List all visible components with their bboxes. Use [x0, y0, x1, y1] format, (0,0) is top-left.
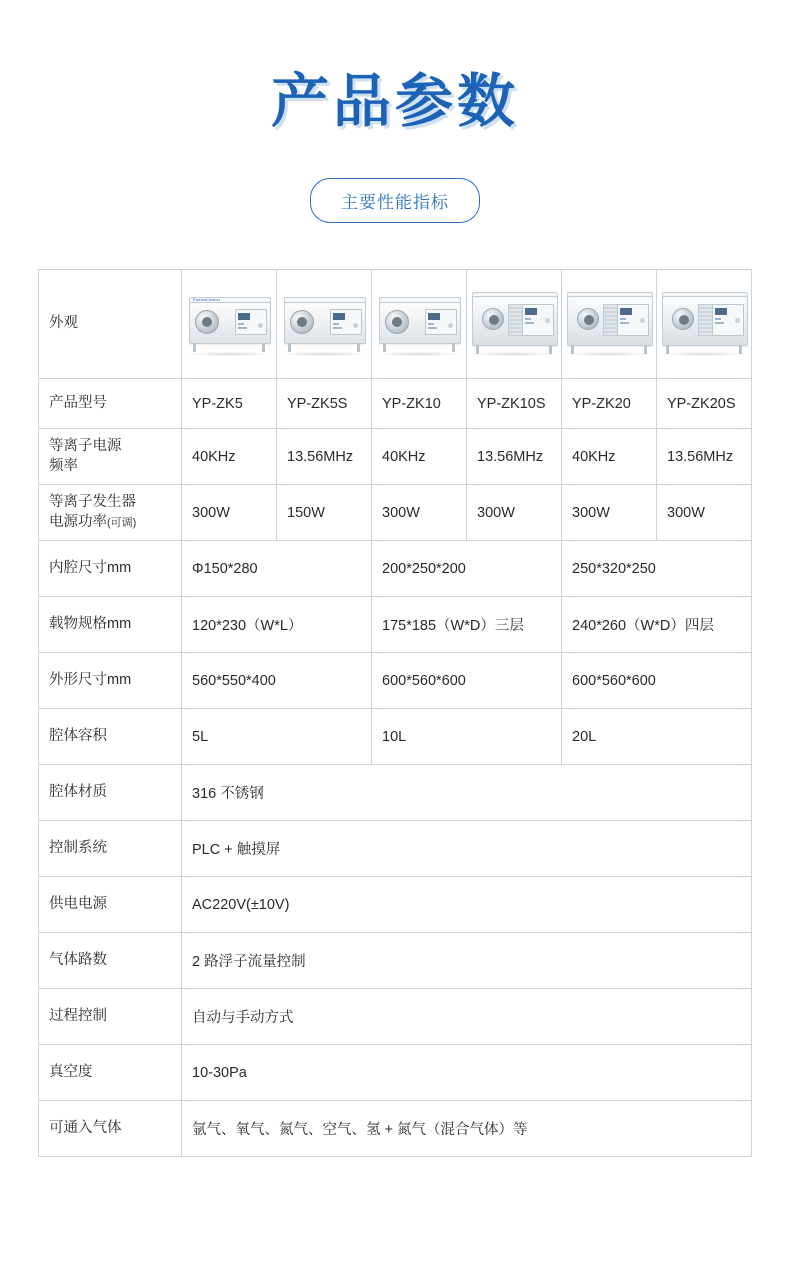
frequency-value: 13.56MHz: [277, 429, 372, 485]
power-value: 300W: [562, 485, 657, 541]
device-image-cell-2: [277, 270, 372, 379]
table-row: [39, 933, 752, 989]
spec-table-wrapper: [38, 269, 752, 1157]
tray-spec-value: 120*230（W*L）: [182, 597, 372, 653]
device-image-cell-5: [562, 270, 657, 379]
table-row: [39, 379, 752, 429]
plasma-machine-icon: [278, 288, 370, 360]
power-value: 300W: [467, 485, 562, 541]
row-label: 供电电源: [39, 877, 182, 933]
row-label: 控制系统: [39, 821, 182, 877]
model-value: YP-ZK10: [372, 379, 467, 429]
frequency-value: 40KHz: [182, 429, 277, 485]
control-system-value: PLC + 触摸屏: [182, 821, 752, 877]
table-row: [39, 989, 752, 1045]
frequency-value: 13.56MHz: [657, 429, 752, 485]
table-row: [39, 597, 752, 653]
row-label-line2: 电源功率(可调): [49, 513, 137, 530]
row-label: 气体路数: [39, 933, 182, 989]
table-row: [39, 877, 752, 933]
plasma-machine-icon: [658, 288, 750, 360]
power-supply-value: AC220V(±10V): [182, 877, 752, 933]
table-row: [39, 541, 752, 597]
table-row: [39, 765, 752, 821]
title-section: [0, 0, 790, 135]
table-row: [39, 429, 752, 485]
power-value: 300W: [372, 485, 467, 541]
chamber-volume-value: 5L: [182, 709, 372, 765]
inner-size-value: Φ150*280: [182, 541, 372, 597]
model-value: YP-ZK5S: [277, 379, 372, 429]
outer-size-value: 600*560*600: [372, 653, 562, 709]
row-label: 外观: [39, 270, 182, 379]
power-value: 150W: [277, 485, 372, 541]
chamber-volume-value: 20L: [562, 709, 752, 765]
plasma-machine-icon: [373, 288, 465, 360]
row-label: 载物规格mm: [39, 597, 182, 653]
row-label: 可通入气体: [39, 1101, 182, 1157]
inner-size-value: 200*250*200: [372, 541, 562, 597]
frequency-value: 13.56MHz: [467, 429, 562, 485]
row-label: 腔体材质: [39, 765, 182, 821]
row-label: 外形尺寸mm: [39, 653, 182, 709]
row-label: 内腔尺寸mm: [39, 541, 182, 597]
power-value: 300W: [657, 485, 752, 541]
table-row: [39, 1045, 752, 1101]
row-label: [39, 485, 182, 541]
model-value: YP-ZK10S: [467, 379, 562, 429]
device-image-cell-4: [467, 270, 562, 379]
table-row: [39, 709, 752, 765]
frequency-value: 40KHz: [562, 429, 657, 485]
gas-lines-value: 2 路浮子流量控制: [182, 933, 752, 989]
process-control-value: 自动与手动方式: [182, 989, 752, 1045]
spec-table: [38, 269, 752, 1157]
model-value: YP-ZK20S: [657, 379, 752, 429]
chamber-volume-value: 10L: [372, 709, 562, 765]
plasma-machine-icon: [183, 288, 275, 360]
device-image-cell-6: [657, 270, 752, 379]
model-value: YP-ZK20: [562, 379, 657, 429]
outer-size-value: 600*560*600: [562, 653, 752, 709]
table-row: [39, 270, 752, 379]
frequency-value: 40KHz: [372, 429, 467, 485]
plasma-machine-icon: [563, 288, 655, 360]
outer-size-value: 560*550*400: [182, 653, 372, 709]
subtitle-badge: 主要性能指标: [310, 178, 480, 223]
plasma-machine-icon: [468, 288, 560, 360]
chamber-material-value: 316 不锈钢: [182, 765, 752, 821]
vacuum-value: 10-30Pa: [182, 1045, 752, 1101]
table-row: [39, 485, 752, 541]
table-row: [39, 653, 752, 709]
table-row: [39, 1101, 752, 1157]
power-value: 300W: [182, 485, 277, 541]
page-title: 产品参数: [270, 67, 519, 135]
row-label: 真空度: [39, 1045, 182, 1101]
model-value: YP-ZK5: [182, 379, 277, 429]
row-label-line1: 等离子电源: [49, 437, 122, 454]
device-brand-label: PlasmaCleaner: [193, 298, 221, 302]
device-image-cell-1: [182, 270, 277, 379]
inner-size-value: 250*320*250: [562, 541, 752, 597]
row-label: [39, 429, 182, 485]
tray-spec-value: 240*260（W*D）四层: [562, 597, 752, 653]
device-image-cell-3: [372, 270, 467, 379]
row-label: 产品型号: [39, 379, 182, 429]
row-label-line2: 频率: [49, 457, 78, 474]
row-label: 腔体容积: [39, 709, 182, 765]
row-label-line1: 等离子发生器: [49, 493, 136, 510]
gas-types-value: 氩气、氧气、氮气、空气、氢 + 氮气（混合气体）等: [182, 1101, 752, 1157]
table-row: [39, 821, 752, 877]
row-label: 过程控制: [39, 989, 182, 1045]
row-label-note: (可调): [107, 516, 137, 529]
tray-spec-value: 175*185（W*D）三层: [372, 597, 562, 653]
subtitle-section: [0, 178, 790, 223]
